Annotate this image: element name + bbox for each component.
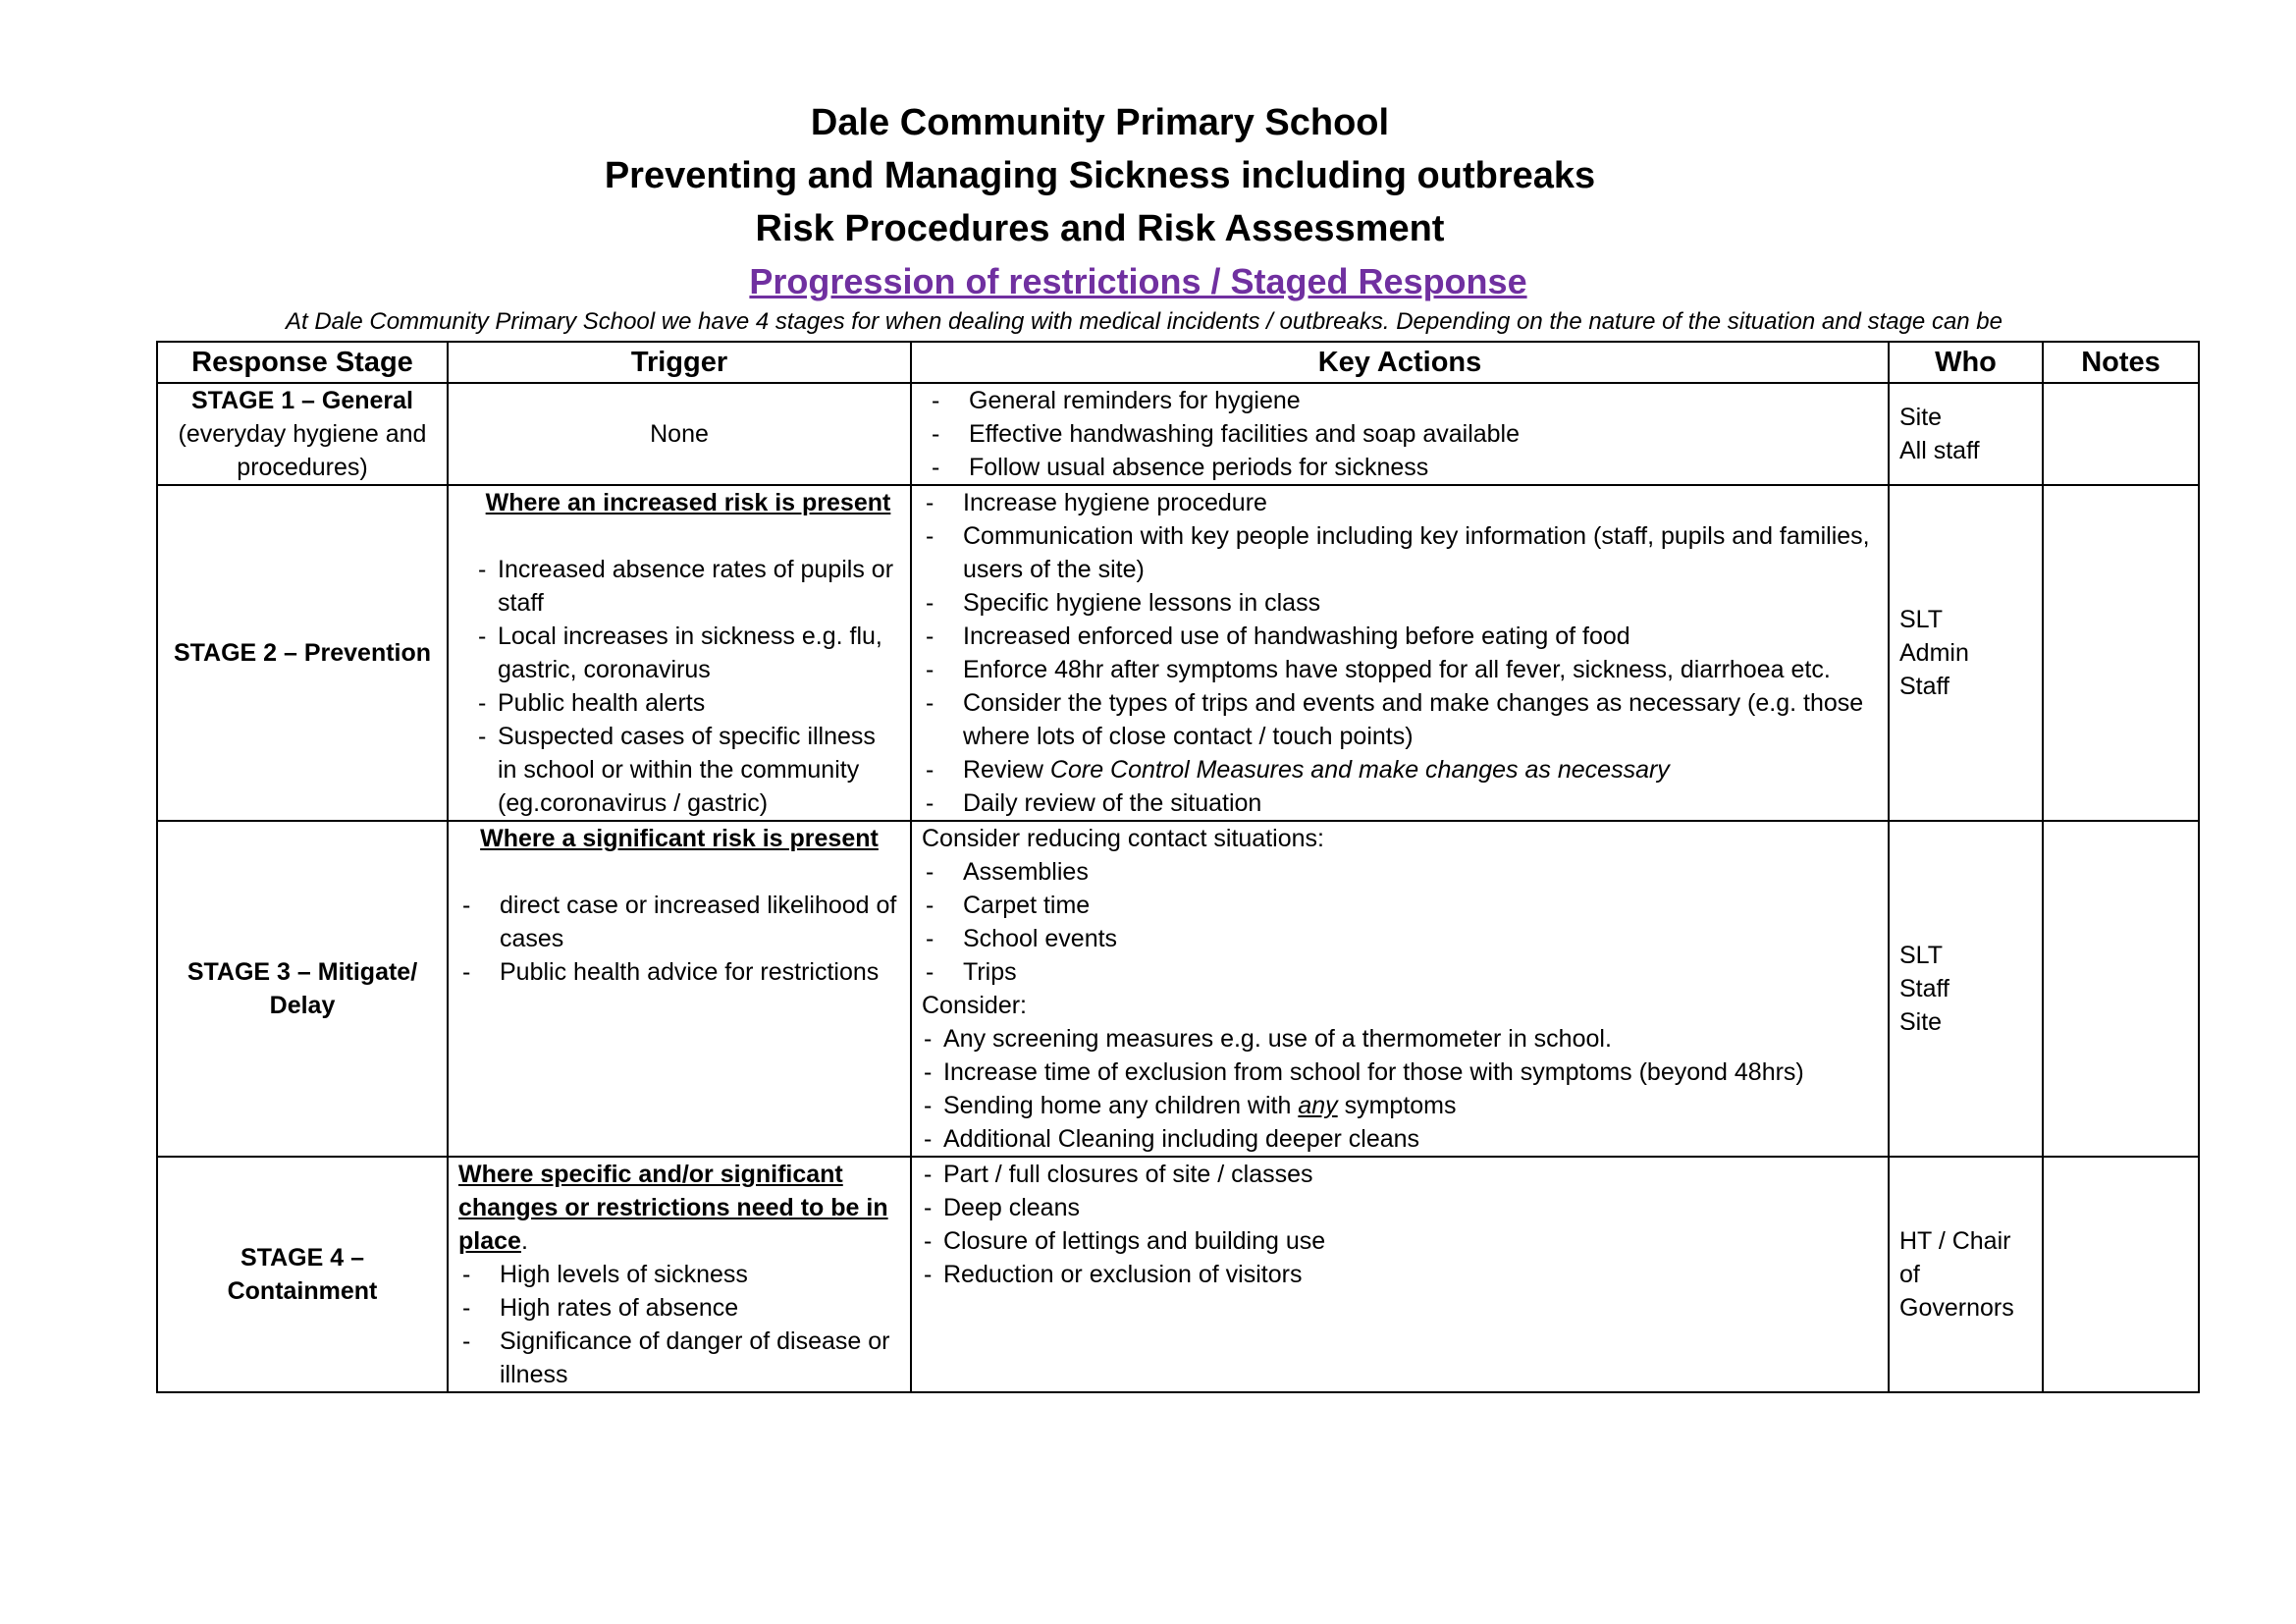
who-item: Admin [1899, 639, 1969, 667]
who-item: Staff [1899, 673, 1949, 700]
policy-title: Preventing and Managing Sickness including outbreaks [604, 155, 1596, 196]
list-item: - Increased absence rates of pupils or staff [476, 553, 900, 620]
trigger-heading-end: . [520, 1227, 528, 1255]
intro-text: At Dale Community Primary School we have 4 stages for when dealing with medical incidents / outbreaks. Depending on the nature of the situation and stage can be [286, 308, 2002, 335]
who-cell [1889, 485, 2043, 821]
stage-cell [157, 485, 448, 821]
list-item: - direct case or increased likelihood of cases [458, 889, 900, 955]
actions-intro: Consider reducing contact situations: [922, 825, 1324, 852]
list-item: - Part / full closures of site / classes [922, 1158, 1878, 1191]
who-item: Site [1899, 1008, 1943, 1036]
stage-title: STAGE 1 – General [190, 387, 413, 414]
header-trigger: Trigger [448, 342, 911, 383]
actions-cell [911, 1157, 1889, 1392]
list-item: - Additional Cleaning including deeper cleans [922, 1122, 1878, 1156]
school-title: Dale Community Primary School [810, 102, 1390, 143]
list-item: - Public health advice for restrictions [458, 955, 900, 989]
who-item: of [1899, 1261, 1920, 1288]
staged-response-table [156, 341, 2200, 1393]
stage-title: STAGE 2 – Prevention [173, 639, 432, 667]
section-subtitle: Progression of restrictions / Staged Response [749, 261, 1527, 301]
who-item: Site [1899, 404, 1943, 431]
list-item: - Reduction or exclusion of visitors [922, 1258, 1878, 1291]
list-item: - Significance of danger of disease or illness [458, 1325, 900, 1391]
list-item: - Specific hygiene lessons in class [922, 586, 1878, 620]
trigger-heading: Where a significant risk is present [480, 825, 879, 852]
who-item: SLT [1899, 606, 1943, 633]
stage-title: STAGE 4 – Containment [227, 1244, 378, 1305]
list-item-text: Sending home any children with [943, 1092, 1292, 1119]
who-item: All staff [1899, 437, 1980, 464]
list-item: - Communication with key people including key information (staff, pupils and families, users of the site) [922, 519, 1878, 586]
stage-cell [157, 821, 448, 1157]
actions-cell [911, 383, 1889, 485]
who-item: Staff [1899, 975, 1949, 1002]
table-row [157, 383, 2199, 485]
who-item: HT / Chair [1899, 1227, 2011, 1255]
list-item: - Assemblies [922, 855, 1878, 889]
list-item [922, 1089, 1878, 1122]
actions-intro-2: Consider: [922, 992, 1027, 1019]
actions-cell [911, 485, 1889, 821]
list-item: - Public health alerts [476, 686, 900, 720]
emphasis-any: any [1298, 1092, 1338, 1119]
actions-cell [911, 821, 1889, 1157]
review-action-italic: Core Control Measures and make changes as necessary [1049, 756, 1670, 784]
list-item: - Follow usual absence periods for sickness [928, 451, 1878, 484]
list-item: - Closure of lettings and building use [922, 1224, 1878, 1258]
who-cell [1889, 1157, 2043, 1392]
list-item [922, 753, 1878, 786]
trigger-cell: None [448, 383, 911, 485]
header-notes: Notes [2043, 342, 2199, 383]
list-item: - School events [922, 922, 1878, 955]
stage-cell [157, 383, 448, 485]
list-item: - Effective handwashing facilities and soap available [928, 417, 1878, 451]
table-row [157, 1157, 2199, 1392]
table-header-row [157, 342, 2199, 383]
notes-cell [2043, 821, 2199, 1157]
notes-cell [2043, 485, 2199, 821]
who-cell [1889, 383, 2043, 485]
trigger-heading: Where specific and/or significant changes or restrictions need to be in place [458, 1161, 888, 1255]
header-key-actions: Key Actions [911, 342, 1889, 383]
who-cell [1889, 821, 2043, 1157]
review-action-prefix: Review [963, 756, 1050, 784]
list-item: - High rates of absence [458, 1291, 900, 1325]
list-item: - Carpet time [922, 889, 1878, 922]
header-who: Who [1889, 342, 2043, 383]
notes-cell [2043, 383, 2199, 485]
trigger-cell [448, 821, 911, 1157]
trigger-cell [448, 485, 911, 821]
review-action-text [963, 756, 1670, 784]
list-item: - Increased enforced use of handwashing before eating of food [922, 620, 1878, 653]
trigger-heading: Where an increased risk is present [485, 489, 891, 516]
stage-title: STAGE 3 – Mitigate/ Delay [187, 958, 418, 1019]
list-item: - Consider the types of trips and events and make changes as necessary (e.g. those where lots of close contact / touch points) [922, 686, 1878, 753]
stage-subtitle: (everyday hygiene and procedures) [178, 420, 427, 481]
table-row [157, 821, 2199, 1157]
list-item-text-end: symptoms [1337, 1092, 1457, 1119]
list-item: - Any screening measures e.g. use of a thermometer in school. [922, 1022, 1878, 1056]
notes-cell [2043, 1157, 2199, 1392]
list-item: - Local increases in sickness e.g. flu, gastric, coronavirus [476, 620, 900, 686]
who-item: SLT [1899, 942, 1943, 969]
stage-cell [157, 1157, 448, 1392]
header-response-stage: Response Stage [157, 342, 448, 383]
list-item: - General reminders for hygiene [928, 384, 1878, 417]
list-item: - High levels of sickness [458, 1258, 900, 1291]
table-row [157, 485, 2199, 821]
list-item: - Enforce 48hr after symptoms have stopped for all fever, sickness, diarrhoea etc. [922, 653, 1878, 686]
list-item: - Suspected cases of specific illness in school or within the community (eg.coronavirus / gastric) [476, 720, 900, 820]
list-item: - Deep cleans [922, 1191, 1878, 1224]
trigger-cell [448, 1157, 911, 1392]
document-title: Risk Procedures and Risk Assessment [755, 208, 1445, 249]
list-item: - Trips [922, 955, 1878, 989]
list-item: - Daily review of the situation [922, 786, 1878, 820]
who-item: Governors [1899, 1294, 2014, 1322]
list-item: - Increase time of exclusion from school for those with symptoms (beyond 48hrs) [922, 1056, 1878, 1089]
list-item: - Increase hygiene procedure [922, 486, 1878, 519]
